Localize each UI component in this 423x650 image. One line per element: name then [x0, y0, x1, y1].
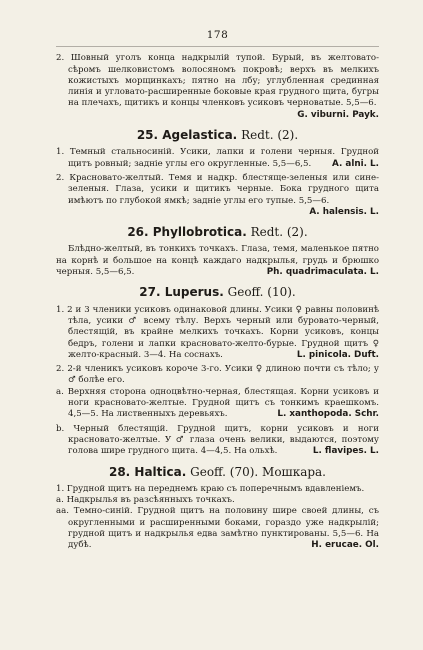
- genus-heading-phyllobrotica: [56, 227, 379, 238]
- entry: [56, 364, 379, 387]
- entry-text: a. Верхняя сторона одноцвѣтно-черная, блестящая. Корни усиковъ и ноги красновато-желтые. Грудной щитъ съ тонкимъ краешкомъ. 4,5—5. На лиственныхъ деревьяхъ.: [56, 386, 379, 420]
- genus-heading-luperus: [56, 287, 379, 298]
- genus-heading-haltica: [56, 464, 379, 479]
- entry: [56, 495, 379, 506]
- entry-text: 2. Красновато-желтый. Темя и надкр. блестяще-зеленыя или сине-зеленыя. Глаза, усики и щитикъ черные. Бока грудного щита имѣютъ по глубокой ямкѣ; задніе углы его тупые. 5,5—6.: [56, 172, 379, 206]
- species-name: L. pinicola. Duft.: [296, 349, 379, 360]
- species-name: L. flavipes. L.: [312, 446, 379, 457]
- page-number: 178: [206, 29, 229, 41]
- genus-name: 25. Agelastica.: [136, 128, 238, 143]
- genus-description: [56, 244, 379, 278]
- species-name: A. halensis. L.: [309, 206, 379, 217]
- entry-text: a. Надкрылья въ разсѣянныхъ точкахъ.: [56, 495, 235, 506]
- entry-top: [56, 53, 379, 121]
- genus-name: 27. Luperus.: [139, 285, 224, 300]
- entry: [56, 424, 379, 458]
- entry: [56, 173, 379, 218]
- entry: [56, 506, 379, 551]
- genus-name: 26. Phyllobrotica.: [127, 225, 247, 240]
- entry-text: aa. Темно-синій. Грудной щитъ на половину шире своей длины, съ округленными и расширенными боками, гораздо уже надкрылій; грудной щитъ и надкрылья едва замѣтно пунктированы. 5,5—6. На дубѣ.: [56, 506, 379, 551]
- entry: [56, 387, 379, 421]
- entry: [56, 147, 379, 170]
- genus-name: 28. Haltica.: [108, 464, 187, 479]
- entry: [56, 305, 379, 361]
- genus-author: Geoff. (70). Мошкара.: [190, 464, 326, 479]
- species-name: H. erucae. Ol.: [311, 540, 379, 551]
- entry: [56, 484, 379, 495]
- species-name: Ph. quadrimaculata. L.: [266, 267, 379, 278]
- header-rule: [56, 46, 379, 47]
- entry-text: 1. Грудной щитъ на переднемъ краю съ поперечнымъ вдавленіемъ.: [56, 483, 365, 494]
- entry-text: 2. 2-й членикъ усиковъ короче 3-го. Усики ♀ длиною почти съ тѣло; у ♂ болѣе его.: [56, 364, 379, 386]
- genus-author: Geoff. (10).: [227, 285, 296, 300]
- species-name: A. alni. L.: [332, 158, 379, 169]
- genus-author: Redt. (2).: [241, 128, 299, 143]
- species-name: G. viburni. Payk.: [297, 109, 379, 120]
- entry-text: b. Черный блестящій. Грудной щитъ, корни усиковъ и ноги красновато-желтые. У ♂ глаза очень велики, выдаются, поэтому голова шире грудного щита. 4—4,5. На ольхѣ.: [56, 423, 379, 457]
- entry-text: 1. Темный стальносиній. Усики, лапки и голени черныя. Грудной щитъ ровный; заднiе углы его округленные. 5,5—6,5.: [56, 147, 379, 169]
- entry-text: 1. 2 и 3 членики усиковъ одинаковой длины. Усики ♀ равны половинѣ тѣла, усики ♂ всему тѣлу. Верхъ черный или буровато-черный, блестящій, въ крайне мелкихъ точкахъ. Корни усиковъ, концы бедръ, голени и лапки красновато-желто-бурые. Грудной щитъ ♀ желто-красный. 3—4. На соснахъ.: [56, 304, 379, 360]
- genus-author: Redt. (2).: [250, 225, 308, 240]
- species-name: L. xanthopoda. Schr.: [277, 409, 379, 420]
- genus-heading-agelastica: [56, 130, 379, 141]
- entry-text: Блѣдно-желтый, въ тонкихъ точкахъ. Глаза, темя, маленькое пятно на корнѣ и большое на концѣ каждаго надкрылья, грудь и брюшко черныя. 5,5—6,5.: [56, 244, 379, 278]
- entry-text: 2. Шовный уголъ конца надкрылій тупой. Бурый, въ желтовато-сѣромъ шелковистомъ волосяномъ покровѣ; верхъ въ мелкихъ кожистыхъ морщинкахъ; пятно на лбу; углубленная срединная линія и угловато-расширенные боковые края грудного щита, бугры на плечахъ, щитикъ и концы членковъ усиковъ черноватые. 5,5—6.: [56, 53, 379, 109]
